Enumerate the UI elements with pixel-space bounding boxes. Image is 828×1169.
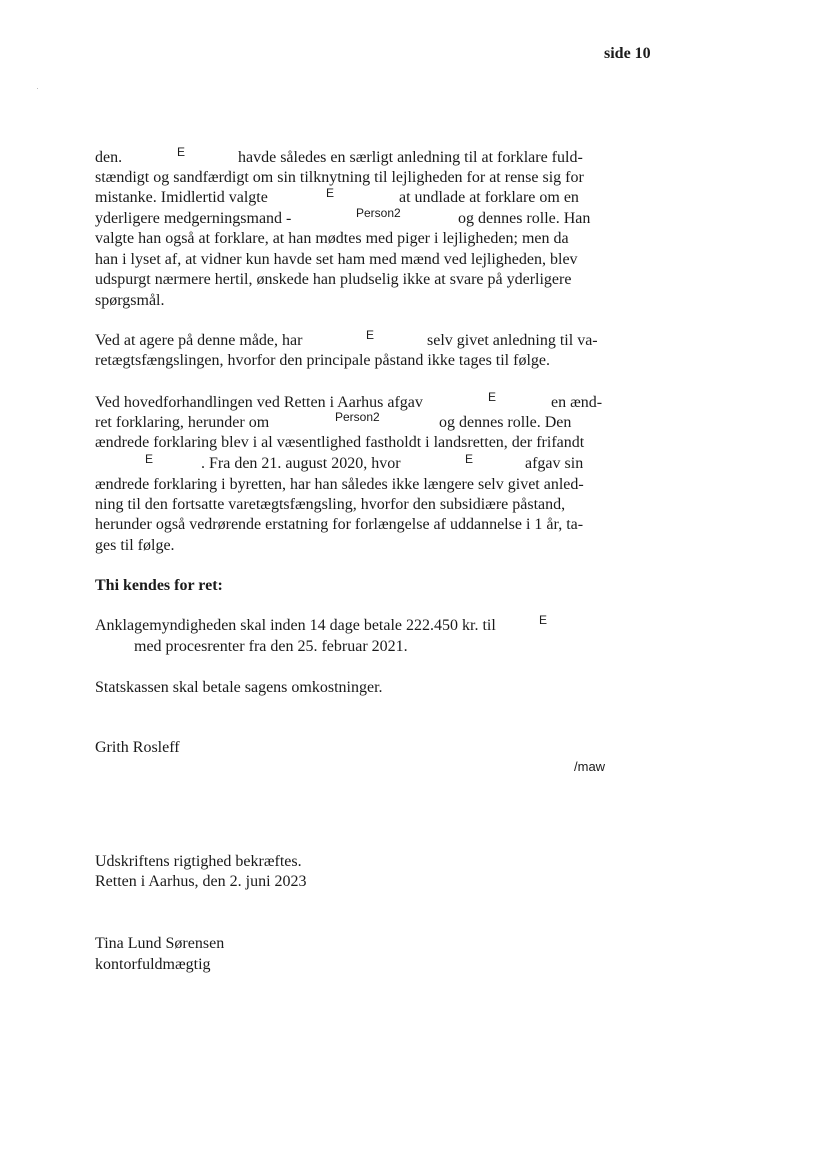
redaction-label: E [465, 452, 474, 466]
text-line: valgte han også at forklare, at han mødtes med piger i lejligheden; men da [95, 230, 569, 247]
text-line: . Fra den 21. august 2020, hvor [201, 455, 401, 472]
court-and-date: Retten i Aarhus, den 2. juni 2023 [95, 873, 307, 890]
text-line: med procesrenter fra den 25. februar 2021. [134, 638, 408, 655]
clerk-name: Tina Lund Sørensen [95, 935, 225, 952]
text-line: ændrede forklaring blev i al væsentlighed fastholdt i landsretten, der frifandt [95, 434, 585, 451]
text-line: herunder også vedrørende erstatning for forlængelse af uddannelse i 1 år, ta- [95, 516, 584, 533]
text-line: afgav sin [525, 455, 584, 472]
text-line: Anklagemyndigheden skal inden 14 dage betale 222.450 kr. til [95, 617, 496, 634]
redaction-label: E [488, 390, 497, 404]
text-line: Ved hovedforhandlingen ved Retten i Aarhus afgav [95, 394, 423, 411]
clerk-initials: /maw [574, 759, 606, 774]
text-line: og dennes rolle. Den [439, 414, 572, 431]
text-line: havde således en særligt anledning til at forklare fuld- [238, 149, 583, 166]
text-line: og dennes rolle. Han [458, 210, 591, 227]
text-line: Statskassen skal betale sagens omkostninger. [95, 679, 383, 696]
text-line: ændrede forklaring i byretten, har han således ikke længere selv givet anled- [95, 476, 584, 493]
text-line: spørgsmål. [95, 292, 165, 309]
text-line: udspurgt nærmere hertil, ønskede han pludselig ikke at svare på yderligere [95, 271, 572, 288]
text-line: selv givet anledning til va- [427, 332, 598, 349]
text-line: at undlade at forklare om en [399, 189, 579, 206]
text-line: yderligere medgerningsmand - [95, 210, 292, 227]
verdict-heading: Thi kendes for ret: [95, 577, 223, 594]
text-line: en ænd- [551, 394, 603, 411]
text-line: ret forklaring, herunder om [95, 414, 270, 431]
redaction-label: E [177, 145, 186, 159]
text-line: ning til den fortsatte varetægtsfængsling, hvorfor den subsidiære påstand, [95, 496, 566, 513]
text-line: stændigt og sandfærdigt om sin tilknytning til lejligheden for at rense sig for [95, 169, 584, 186]
redaction-label: E [326, 186, 335, 200]
redaction-label: E [539, 613, 548, 627]
text-line: Ved at agere på denne måde, har [95, 332, 303, 349]
redaction-label: E [366, 328, 375, 342]
text-line: mistanke. Imidlertid valgte [95, 189, 268, 206]
page-number: side 10 [604, 45, 651, 62]
judge-name: Grith Rosleff [95, 739, 180, 756]
certification-text: Udskriftens rigtighed bekræftes. [95, 853, 302, 870]
clerk-title: kontorfuldmægtig [95, 956, 211, 973]
scan-speck [37, 88, 38, 89]
text-line: han i lyset af, at vidner kun havde set ham med mænd ved lejligheden, blev [95, 251, 578, 268]
text-line: ges til følge. [95, 537, 175, 554]
redaction-label: Person2 [356, 206, 401, 220]
redaction-label: E [145, 452, 154, 466]
redaction-label: Person2 [335, 410, 380, 424]
text-line: den. [95, 149, 123, 166]
text-line: retægtsfængslingen, hvorfor den principale påstand ikke tages til følge. [95, 352, 550, 369]
